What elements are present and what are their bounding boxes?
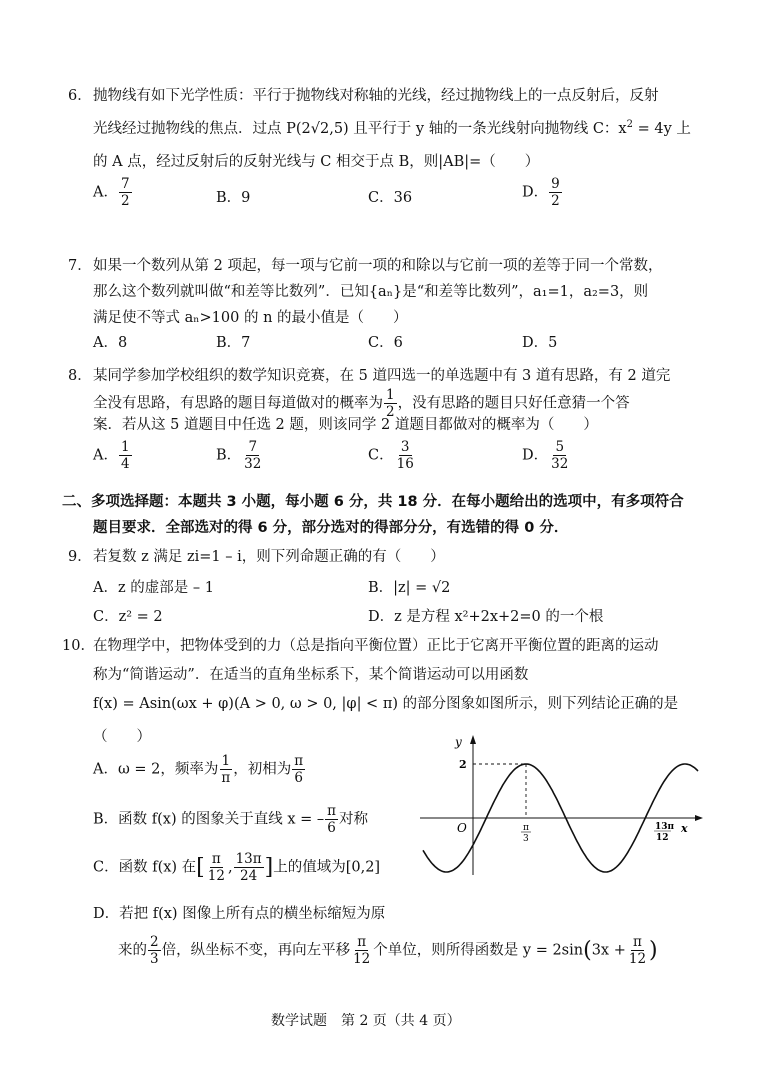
x-axis-label: x [681, 822, 688, 835]
tick1-den: 3 [523, 834, 529, 844]
y-axis-arrow-icon [470, 735, 476, 744]
q7-option-c: C．6 [368, 335, 403, 351]
q7-line3: 满足使不等式 aₙ>100 的 n 的最小值是（ ） [93, 310, 408, 326]
q6-line2: 光线经过抛物线的焦点．过点 P(2√2,5) 且平行于 y 轴的一条光线射向抛物线 C：$x^2 = 4y$ 上 [93, 119, 691, 137]
q9-option-d: D．z 是方程 x²+2x+2=0 的一个根 [368, 609, 604, 625]
q9-option-c: C．z² = 2 [93, 609, 163, 625]
x-axis-arrow-icon [695, 815, 703, 821]
q10-number: 10． [62, 638, 95, 654]
tick2-den: 12 [656, 833, 669, 843]
q10-option-a: A．ω = 2，频率为 $\frac{1}{\pi}$ ，初相为 $\frac{\pi}{6}$ [93, 753, 304, 787]
q7-option-d: D．5 [522, 335, 558, 351]
q7-number: 7． [68, 258, 92, 274]
q7-line2: 那么这个数列就叫做“和差等比数列”．已知{aₙ}是“和差等比数列”，a₁=1，a₂=3，则 [93, 284, 649, 300]
q10-line4: （ ） [93, 729, 151, 745]
q8-option-b: B． $\frac{7}{32}$ [216, 439, 262, 473]
q10-option-d-line1: D．若把 f(x) 图像上所有点的横坐标缩短为原 [93, 906, 386, 922]
tick1-num: π [523, 823, 529, 833]
q8-line1: 某同学参加学校组织的数学知识竞赛，在 5 道四选一的单选题中有 3 道有思路，有 2 道完 [93, 368, 671, 384]
ymax-label: 2 [459, 758, 467, 771]
q9-option-a: A．z 的虚部是 – 1 [93, 580, 214, 596]
q6-line1: 抛物线有如下光学性质：平行于抛物线对称轴的光线，经过抛物线上的一点反射后，反射 [93, 88, 659, 104]
q8-option-a: A． $\frac{1}{4}$ [93, 439, 130, 473]
q9-number: 9． [68, 549, 92, 565]
q7-option-a: A．8 [93, 335, 128, 351]
q10-option-c: C．函数 f(x) 在[ $\frac{\pi}{12}$ , $\frac{13\pi}{24}$ ]上的值域为[0,2] [93, 851, 381, 885]
q10-line1: 在物理学中，把物体受到的力（总是指向平衡位置）正比于它离开平衡位置的距离的运动 [93, 638, 659, 654]
q8-line2: 全没有思路，有思路的题目每道做对的概率为 $\frac{1}{2}$ ，没有思路的题目只好任意猜一个答 [93, 387, 630, 421]
q9-stem: 若复数 z 满足 zi=1 – i，则下列命题正确的有（ ） [93, 549, 445, 565]
q8-option-c: C． $\frac{3}{16}$ [368, 439, 414, 473]
q8-line3: 案．若从这 5 道题目中任选 2 题，则该同学 2 道题目都做对的概率为（ ） [93, 417, 598, 433]
q10-option-d-line2: 来的 $\frac{2}{3}$ 倍，纵坐标不变，再向左平移 $\frac{\pi}{12}$ 个单位，则所得函数是 y = 2sin(3x + $\frac{\pi}{12}$ ) [118, 934, 658, 968]
q6-option-b: B．9 [216, 190, 251, 206]
q6-option-c: C．36 [368, 190, 413, 206]
q8-option-d: D． $\frac{5}{32}$ [522, 439, 569, 473]
page-footer: 数学试题 第 2 页（共 4 页） [271, 1013, 461, 1029]
origin-label: O [457, 821, 467, 835]
q9-option-b: B．|z| = √2 [368, 580, 451, 596]
section2-heading-line2: 题目要求．全部选对的得 6 分，部分选对的得部分分，有选错的得 0 分． [93, 520, 569, 536]
tick2-num: 13π [655, 822, 675, 832]
sine-graph [415, 730, 705, 880]
q6-number: 6． [68, 88, 92, 104]
q7-line1: 如果一个数列从第 2 项起，每一项与它前一项的和除以与它前一项的差等于同一个常数， [93, 258, 663, 274]
q7-option-b: B．7 [216, 335, 251, 351]
section2-heading-line1: 二、多项选择题：本题共 3 小题，每小题 6 分，共 18 分．在每小题给出的选项中，有多项符合 [62, 494, 684, 510]
y-axis-label: y [455, 735, 462, 749]
q6-line3: 的 A 点，经过反射后的反射光线与 C 相交于点 B，则|AB|=（ ） [93, 154, 540, 170]
q6-option-d: D． $\frac{9}{2}$ [522, 176, 560, 210]
q8-number: 8． [68, 368, 92, 384]
q10-line2: 称为“简谐运动”．在适当的直角坐标系下，某个简谐运动可以用函数 [93, 667, 529, 683]
q6-option-a: A． $\frac{7}{2}$ [93, 176, 130, 210]
q10-option-b: B．函数 f(x) 的图象关于直线 x = – $\frac{\pi}{6}$ 对称 [93, 803, 369, 837]
q10-line3: f(x) = Asin(ωx + φ)(A > 0, ω > 0, |φ| < π) 的部分图象如图所示，则下列结论正确的是 [93, 696, 679, 712]
